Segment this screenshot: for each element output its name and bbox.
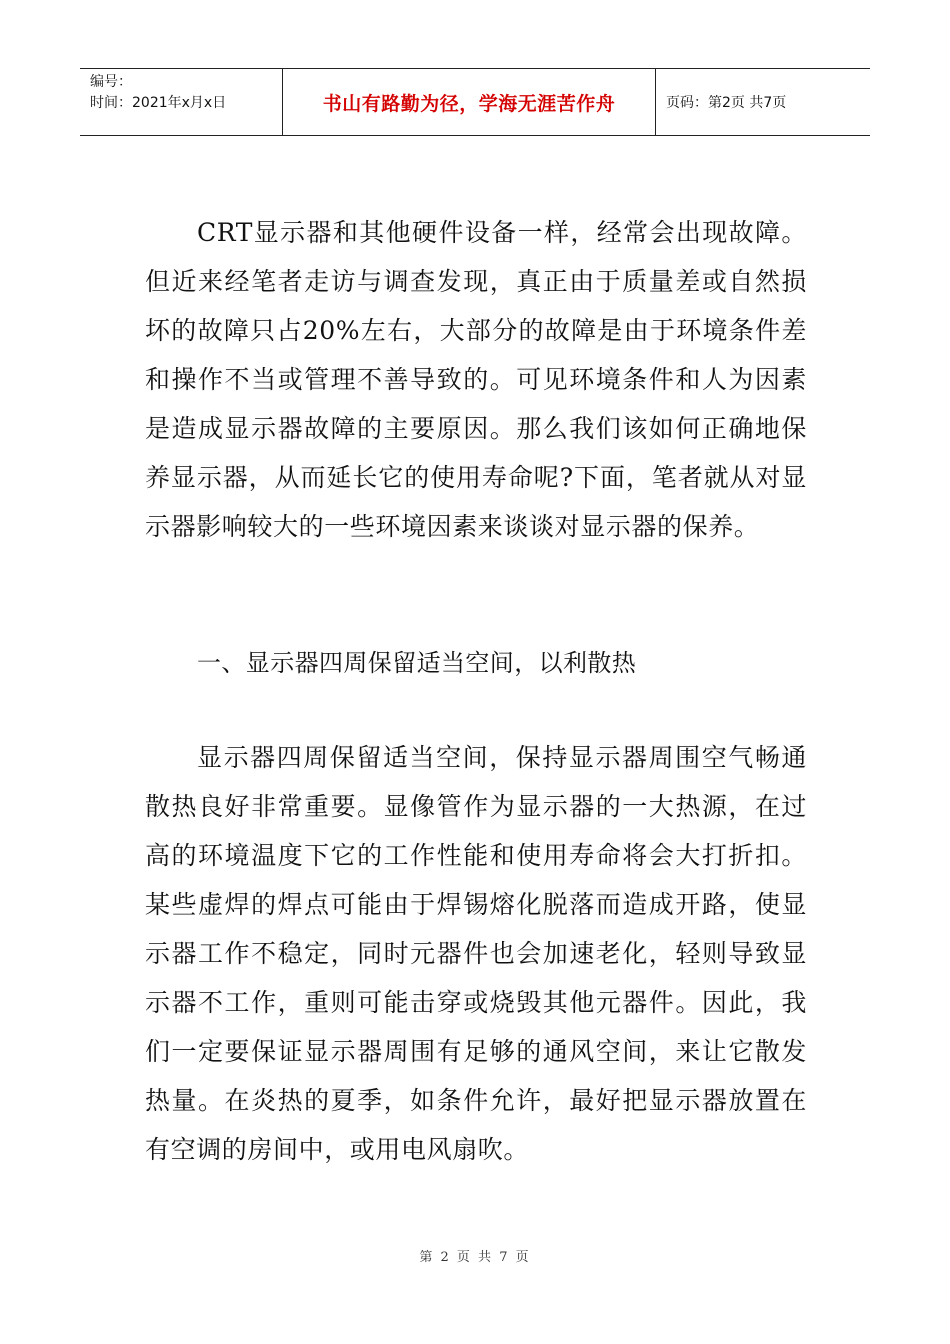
header-meta-cell — [80, 69, 282, 135]
section-heading: 一、显示器四周保留适当空间，以利散热 — [197, 649, 637, 677]
page-footer — [0, 1246, 950, 1265]
spacer — [145, 683, 807, 733]
motto-text: 书山有路勤为径，学海无涯苦作舟 — [322, 92, 616, 115]
serial-label: 编号： — [90, 74, 132, 90]
header-motto-cell — [282, 69, 656, 135]
intro-paragraph: CRT显示器和其他硬件设备一样，经常会出现故障。但近来经笔者走访与调查发现，真正由于质量差或自然损坏的故障只占20%左右，大部分的故障是由于环境条件差和操作不当或管理不善导致的。可见环境条件和人为因素是造成显示器故障的主要原因。那么我们该如何正确地保养显示器，从而延长它的使用寿命呢?下面，笔者就从对显示器影响较大的一些环境因素来谈谈对显示器的保养。 — [145, 218, 807, 541]
document-header — [80, 68, 870, 136]
spacer — [145, 551, 807, 643]
time-label: 时间：2021年x月x日 — [90, 95, 227, 111]
section-paragraph: 显示器四周保留适当空间，保持显示器周围空气畅通散热良好非常重要。显像管作为显示器的一大热源，在过高的环境温度下它的工作性能和使用寿命将会大打折扣。某些虚焊的焊点可能由于焊锡熔化脱落而造成开路，使显示器工作不稳定，同时元器件也会加速老化，轻则导致显示器不工作，重则可能击穿或烧毁其他元器件。因此，我们一定要保证显示器周围有足够的通风空间，来让它散发热量。在炎热的夏季，如条件允许，最好把显示器放置在有空调的房间中，或用电风扇吹。 — [145, 743, 807, 1164]
header-page-info: 页码：第2页 共7页 — [666, 95, 787, 111]
document-body — [145, 208, 807, 1174]
footer-page-number: 第 2 页 共 7 页 — [419, 1250, 531, 1265]
header-page-cell — [656, 69, 870, 135]
